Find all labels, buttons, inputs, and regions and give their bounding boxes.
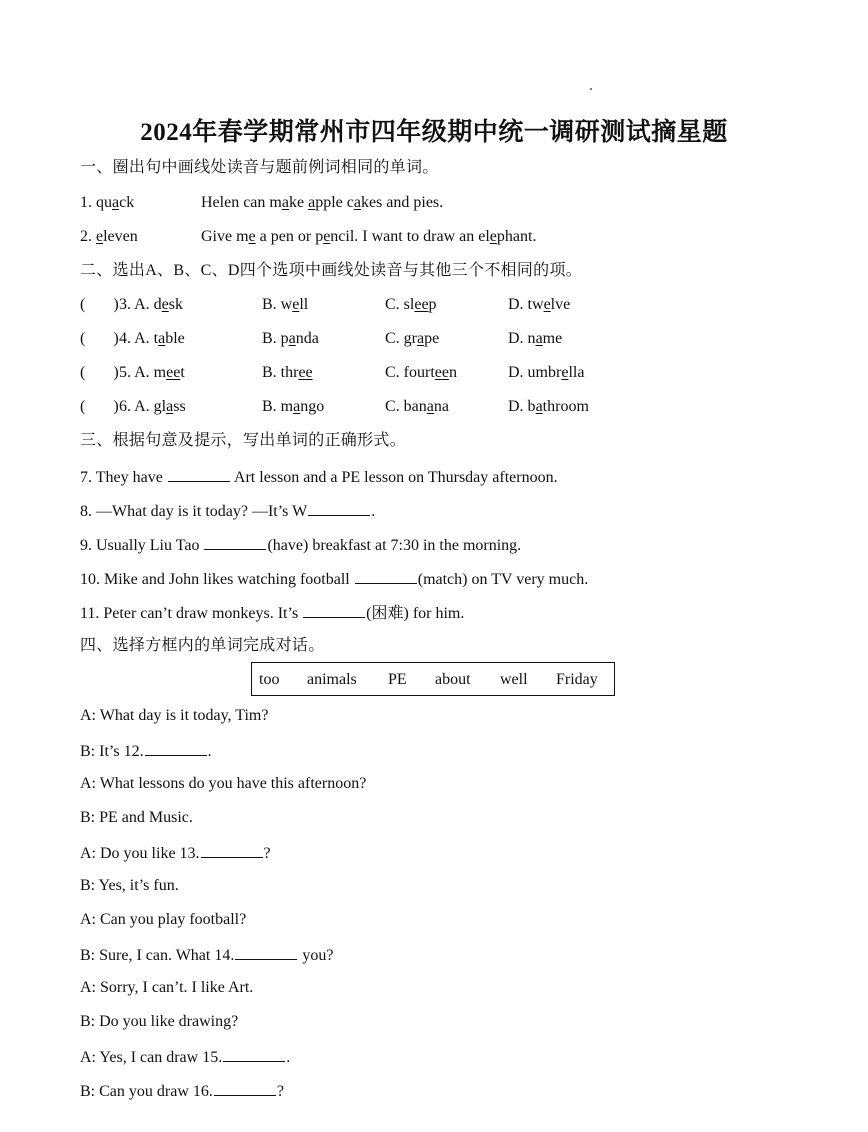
scan-dot (590, 88, 592, 90)
dialogue-text: A: Sorry, I can’t. I like Art. (80, 979, 254, 996)
word-bank-item: about (435, 671, 471, 688)
q1-row (80, 193, 444, 213)
q4-option-b: B. panda (262, 330, 319, 347)
q4-option-a: 4. A. table (119, 330, 185, 347)
dialogue-text: A: What day is it today, Tim? (80, 707, 269, 724)
q5-option-b: B. three (262, 364, 313, 381)
answer-paren[interactable]: ( ) (80, 330, 119, 347)
q2-sentence: Give me a pen or pencil. I want to draw an elephant. (201, 228, 537, 245)
q10-blank[interactable] (355, 568, 417, 584)
q10-text-pre: 10. Mike and John likes watching football (80, 571, 350, 588)
q3-row (80, 295, 571, 315)
dialogue-line (80, 1080, 284, 1102)
section1-heading: 一、圈出句中画线处读音与题前例词相同的单词。 (80, 159, 439, 176)
dialogue-text: A: Can you play football? (80, 911, 247, 928)
dialogue-text: A: What lessons do you have this afternoon? (80, 775, 367, 792)
q5-option-c: C. fourteen (385, 364, 457, 381)
q9-row (80, 534, 521, 556)
dialogue-line (80, 978, 253, 998)
q5-option-d: D. umbrella (508, 364, 585, 381)
q7-text-pre: 7. They have (80, 469, 163, 486)
word-box (251, 662, 615, 696)
dialogue-line (80, 1012, 238, 1032)
word-bank-item: animals (307, 671, 357, 688)
answer-paren[interactable]: ( ) (80, 296, 119, 313)
q8-text-post: . (371, 503, 376, 520)
dialogue-text-post: you? (298, 947, 334, 964)
q7-text-post: Art lesson and a PE lesson on Thursday afternoon. (233, 469, 558, 486)
q10-text-post: (match) on TV very much. (417, 571, 589, 588)
word-bank-item: PE (388, 671, 407, 688)
q15-blank[interactable] (223, 1046, 285, 1062)
q9-text-pre: 9. Usually Liu Tao (80, 537, 200, 554)
dialogue-text-post: . (286, 1049, 291, 1066)
q9-text-post: (have) breakfast at 7:30 in the morning. (267, 537, 522, 554)
q3-option-a: 3. A. desk (119, 296, 184, 313)
dialogue-line (80, 876, 179, 896)
dialogue-text: B: Can you draw 16. (80, 1083, 213, 1100)
q3-option-d: D. twelve (508, 296, 571, 313)
dialogue-line (80, 706, 268, 726)
q7-row (80, 466, 558, 488)
dialogue-line (80, 1046, 290, 1068)
q16-blank[interactable] (214, 1080, 276, 1096)
word-bank-item: Friday (556, 671, 598, 688)
q9-blank[interactable] (204, 534, 266, 550)
q2-label: 2. eleven (80, 228, 138, 245)
dialogue-text: B: It’s 12. (80, 743, 144, 760)
q3-option-c: C. sleep (385, 296, 437, 313)
dialogue-text-post: ? (263, 845, 271, 862)
section3-heading: 三、根据句意及提示，写出单词的正确形式。 (80, 432, 407, 449)
q4-row (80, 329, 563, 349)
dialogue-line (80, 944, 333, 966)
dialogue-line (80, 808, 193, 828)
q6-option-c: C. banana (385, 398, 449, 415)
section4-heading: 四、选择方框内的单词完成对话。 (80, 637, 325, 654)
q8-text-pre: 8. —What day is it today? —It’s W (80, 503, 308, 520)
q11-text-pre: 11. Peter can’t draw monkeys. It’s (80, 605, 299, 622)
q7-blank[interactable] (168, 466, 230, 482)
q13-blank[interactable] (201, 842, 263, 858)
dialogue-text: B: Sure, I can. What 14. (80, 947, 235, 964)
q5-option-a: 5. A. meet (119, 364, 185, 381)
q6-option-d: D. bathroom (508, 398, 589, 415)
q11-row (80, 602, 464, 624)
q8-row (80, 500, 375, 522)
dialogue-text: B: Do you like drawing? (80, 1013, 239, 1030)
q6-option-b: B. mango (262, 398, 325, 415)
q6-row (80, 397, 589, 417)
dialogue-line (80, 842, 271, 864)
q1-label: 1. quack (80, 194, 135, 211)
q4-option-d: D. name (508, 330, 563, 347)
answer-paren[interactable]: ( ) (80, 398, 119, 415)
dialogue-line (80, 774, 366, 794)
q10-row (80, 568, 588, 590)
section2-heading: 二、选出A、B、C、D四个选项中画线处读音与其他三个不相同的项。 (80, 262, 583, 279)
q14-blank[interactable] (235, 944, 297, 960)
dialogue-line (80, 910, 246, 930)
dialogue-text: B: Yes, it’s fun. (80, 877, 179, 894)
dialogue-text: B: PE and Music. (80, 809, 193, 826)
page-title: 2024年春学期常州市四年级期中统一调研测试摘星题 (140, 119, 728, 146)
q8-blank[interactable] (308, 500, 370, 516)
q12-blank[interactable] (145, 740, 207, 756)
q11-text-post: (困难) for him. (366, 605, 465, 622)
q3-option-b: B. well (262, 296, 309, 313)
answer-paren[interactable]: ( ) (80, 364, 119, 381)
q5-row (80, 363, 585, 383)
word-bank-item: well (500, 671, 528, 688)
dialogue-text-post: . (207, 743, 212, 760)
q6-option-a: 6. A. glass (119, 398, 186, 415)
dialogue-text: A: Do you like 13. (80, 845, 200, 862)
dialogue-text: A: Yes, I can draw 15. (80, 1049, 223, 1066)
word-bank-item: too (259, 671, 280, 688)
dialogue-line (80, 740, 212, 762)
q4-option-c: C. grape (385, 330, 440, 347)
dialogue-text-post: ? (276, 1083, 284, 1100)
q1-sentence: Helen can make apple cakes and pies. (201, 194, 444, 211)
q2-row (80, 227, 537, 247)
q11-blank[interactable] (303, 602, 365, 618)
